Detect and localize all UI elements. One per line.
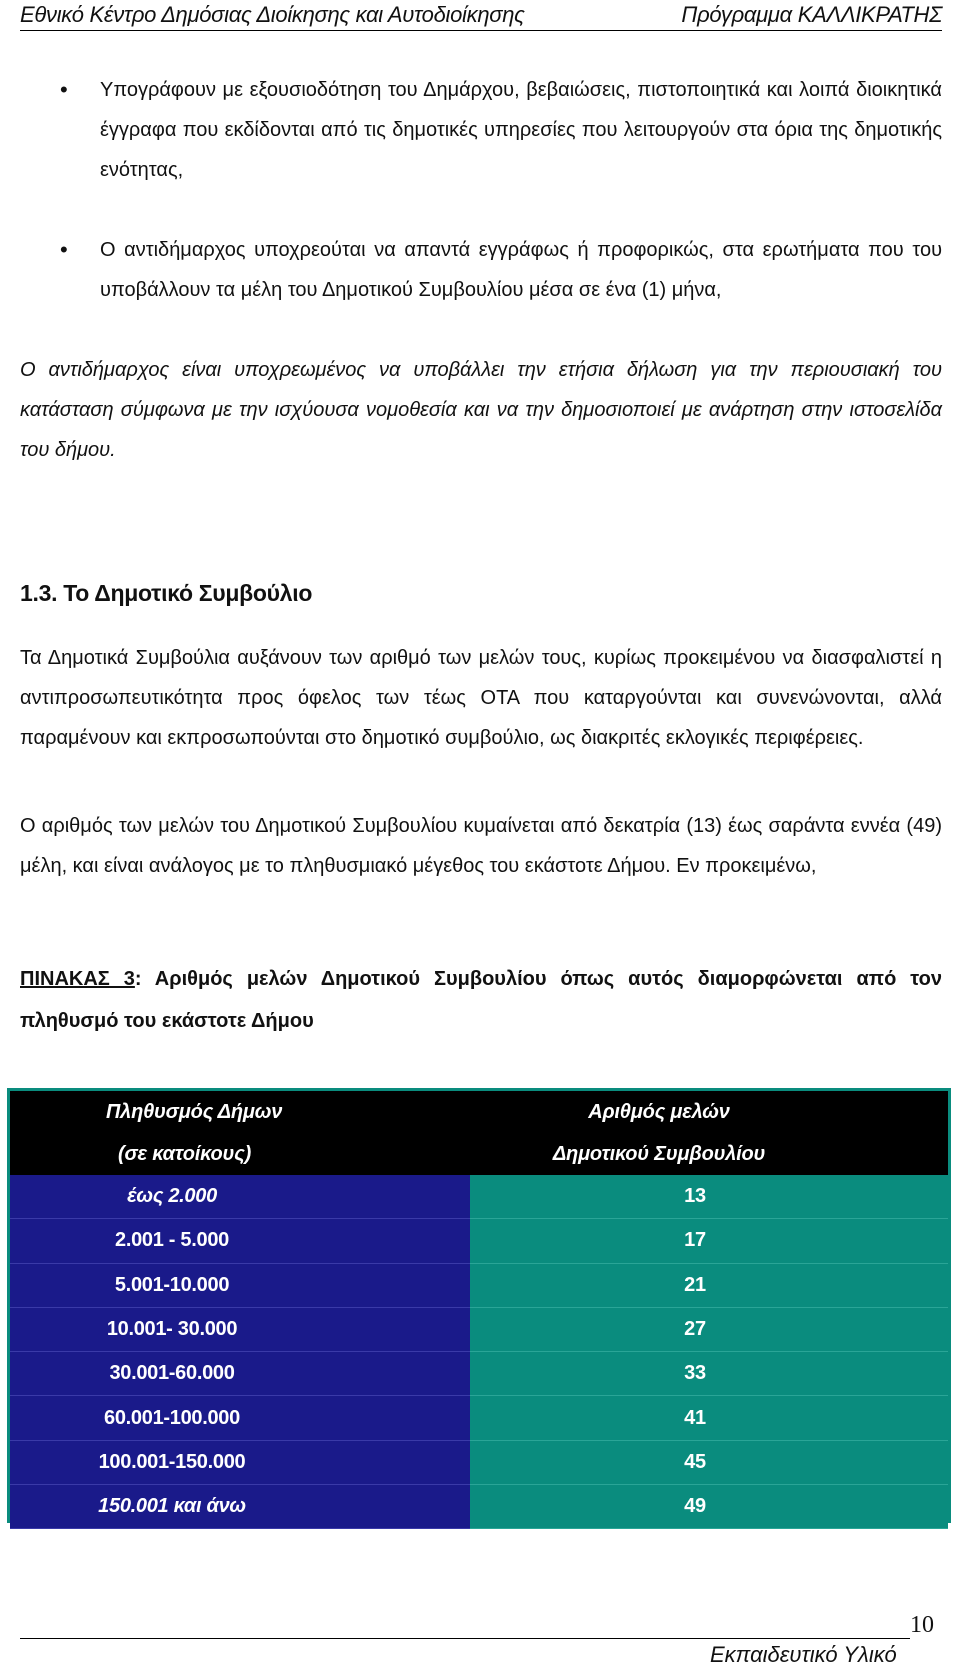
members-cell: 21 (470, 1263, 948, 1307)
italic-paragraph: Ο αντιδήμαρχος είναι υποχρεωμένος να υποβάλλει την ετήσια δήλωση για την περιουσιακή του κατάσταση σύμφωνα με την ισχύουσα νομοθεσία και να την δημοσιοποιεί με ανάρτηση στην ιστοσελίδα του δήμου. (20, 359, 942, 461)
members-cell: 41 (470, 1396, 948, 1440)
bullet-text: Ο αντιδήμαρχος υποχρεούται να απαντά εγγράφως ή προφορικώς, στα ερωτήματα που του υποβάλλουν τα μέλη του Δημοτικού Συμβουλίου μέσα σε ένα (1) μήνα, (100, 239, 942, 301)
header-program: Πρόγραμμα ΚΑΛΛΙΚΡΑΤΗΣ (681, 2, 942, 27)
table-row (10, 1219, 948, 1263)
table-caption-text: : Αριθμός μελών Δημοτικού Συμβουλίου όπως αυτός διαμορφώνεται από τον πληθυσμό του εκάστοτε Δήμου (20, 968, 942, 1032)
header-population-line2: (σε κατοίκους) (10, 1133, 470, 1175)
population-cell: 100.001-150.000 (10, 1440, 470, 1484)
paragraph: Ο αριθμός των μελών του Δημοτικού Συμβουλίου κυμαίνεται από δεκατρία (13) έως σαράντα εννέα (49) μέλη, και είναι ανάλογος με το πληθυσμιακό μέγεθος του εκάστοτε Δήμου. Εν προκειμένω, (20, 815, 942, 877)
population-cell: 60.001-100.000 (10, 1396, 470, 1440)
footer-text: Εκπαιδευτικό Υλικό (710, 1642, 897, 1667)
population-cell: έως 2.000 (10, 1175, 470, 1219)
members-table (7, 1088, 951, 1523)
bullet-dot-icon: • (60, 237, 68, 262)
table-caption (20, 958, 942, 1042)
table-row (10, 1352, 948, 1396)
bullet-item (20, 70, 942, 190)
members-cell: 49 (470, 1485, 948, 1529)
paragraph: Τα Δημοτικά Συμβούλια αυξάνουν των αριθμό των μελών τους, κυρίως προκειμένου να διασφαλιστεί η αντιπροσωπευτικότητα προς όφελος των τέως ΟΤΑ που καταργούνται και συνενώνονται, αλλά παραμένουν και εκπροσωπούνται στο δημοτικό συμβούλιο, ως διακριτές εκλογικές περιφέρειες. (20, 647, 942, 749)
table-caption-label: ΠΙΝΑΚΑΣ 3 (20, 968, 135, 990)
footer-divider (20, 1638, 910, 1639)
population-cell: 150.001 και άνω (10, 1485, 470, 1529)
header-organization: Εθνικό Κέντρο Δημόσιας Διοίκησης και Αυτοδιοίκησης (20, 2, 525, 27)
table-row (10, 1307, 948, 1351)
table-row (10, 1396, 948, 1440)
page-number: 10 (910, 1612, 934, 1638)
members-cell: 27 (470, 1307, 948, 1351)
population-cell: 2.001 - 5.000 (10, 1219, 470, 1263)
members-cell: 45 (470, 1440, 948, 1484)
header-members-line2: Δημοτικού Συμβουλίου (470, 1133, 948, 1175)
members-table-grid (10, 1091, 948, 1529)
bullet-dot-icon: • (60, 77, 68, 102)
members-cell: 17 (470, 1219, 948, 1263)
population-cell: 10.001- 30.000 (10, 1307, 470, 1351)
members-cell: 33 (470, 1352, 948, 1396)
bullet-item (20, 230, 942, 310)
page-header (20, 0, 942, 31)
table-header-row (10, 1133, 948, 1175)
table-row (10, 1263, 948, 1307)
members-cell: 13 (470, 1175, 948, 1219)
table-row (10, 1485, 948, 1529)
section-heading: 1.3. Το Δημοτικό Συμβούλιο (20, 580, 313, 606)
population-cell: 5.001-10.000 (10, 1263, 470, 1307)
population-cell: 30.001-60.000 (10, 1352, 470, 1396)
header-population-line1: Πληθυσμός Δήμων (10, 1091, 470, 1133)
bullet-text: Υπογράφουν με εξουσιοδότηση του Δημάρχου, βεβαιώσεις, πιστοποιητικά και λοιπά διοικητικά έγγραφα που εκδίδονται από τις δημοτικές υπηρεσίες που λειτουργούν στα όρια της δημοτικής ενότητας, (100, 79, 942, 181)
header-members-line1: Αριθμός μελών (470, 1091, 948, 1133)
table-row (10, 1440, 948, 1484)
table-header-row (10, 1091, 948, 1133)
table-row (10, 1175, 948, 1219)
